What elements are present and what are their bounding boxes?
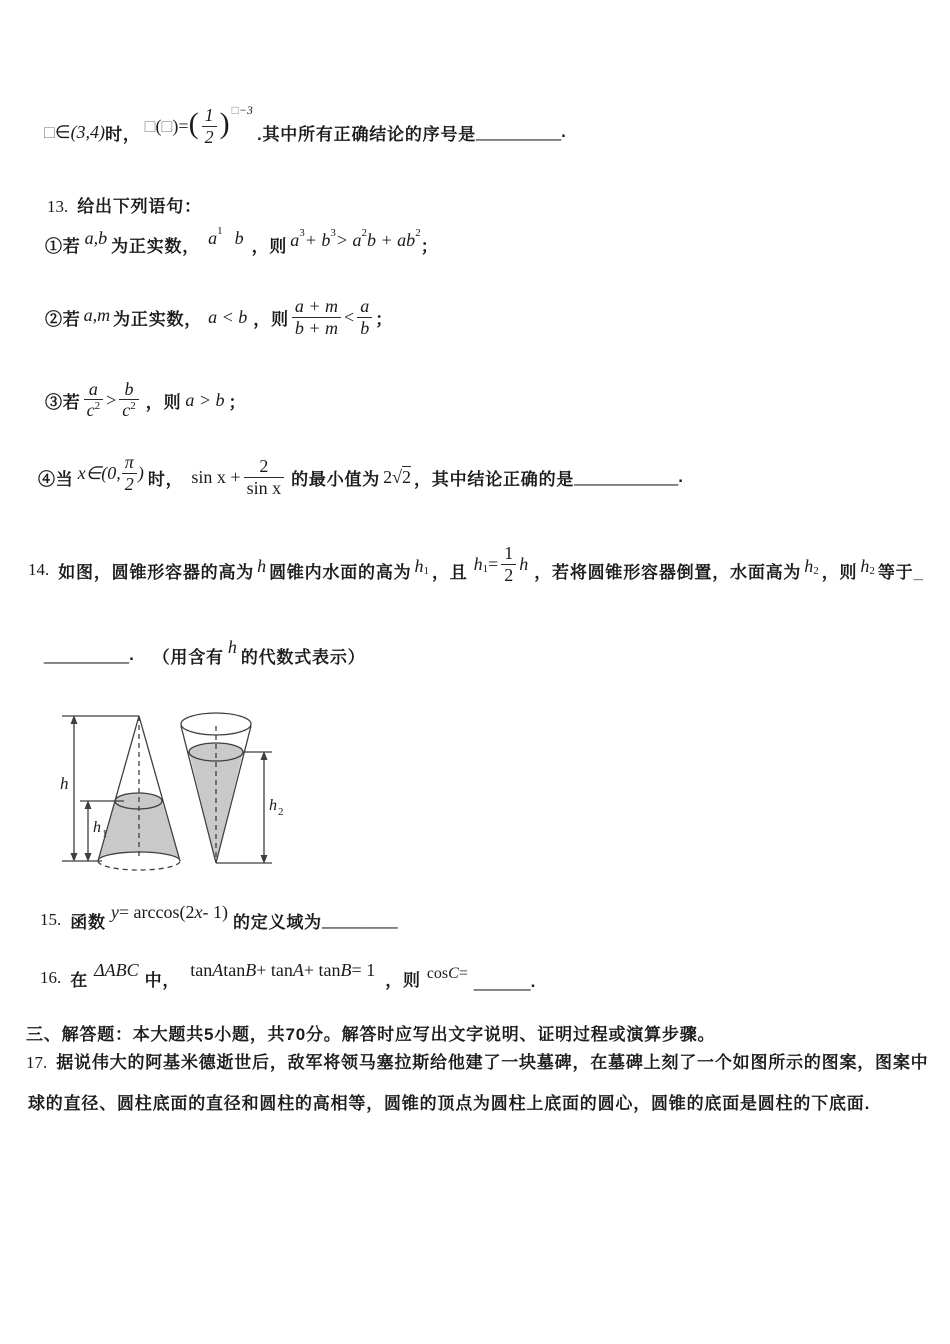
question-14-blank-line	[44, 636, 366, 670]
question-13-header	[47, 192, 202, 217]
section-3-header	[26, 1020, 715, 1045]
math-var-h2	[860, 556, 875, 577]
figure-label-h: h	[60, 774, 69, 793]
superscript: 3	[299, 227, 305, 239]
numerator: π	[124, 452, 134, 473]
subscript: 2	[869, 565, 875, 577]
numerator: a	[360, 296, 370, 317]
math-var: h	[414, 555, 424, 576]
inequality	[290, 227, 421, 251]
domain-condition	[78, 452, 144, 493]
numerator: a	[88, 378, 98, 399]
text: 中，	[144, 970, 181, 990]
text: 如图，圆锥形容器的高为	[58, 562, 255, 582]
element-of: ∈	[54, 121, 71, 142]
math-var: c	[122, 400, 131, 421]
text: 时，	[105, 124, 141, 144]
formula-arccos	[111, 902, 228, 923]
triangle-abc: ΔABC	[94, 959, 139, 980]
text: 为正实数，	[113, 309, 203, 329]
equals: =	[458, 965, 468, 982]
text: 的最小值为	[291, 469, 381, 489]
math-var: h	[804, 555, 814, 576]
text: 时，	[147, 469, 184, 489]
text: ③若	[45, 392, 81, 412]
period: .	[530, 972, 537, 991]
greater-than: >	[106, 389, 117, 410]
figure-label-h2-sub: 2	[278, 806, 284, 818]
fraction-one-half	[202, 105, 217, 146]
fraction	[84, 379, 104, 421]
exponent	[232, 103, 253, 118]
denominator	[84, 399, 104, 421]
text: ，则	[145, 392, 182, 412]
math-var: h	[860, 555, 870, 576]
placeholder-box: □	[231, 102, 239, 117]
formula-tan	[190, 960, 375, 981]
statement-3	[45, 376, 246, 424]
text: 的代数式表示）	[240, 647, 366, 667]
denominator: 2	[202, 126, 217, 147]
fraction-one-half	[501, 543, 516, 584]
numerator: a + m	[294, 296, 339, 317]
paren-big: )	[219, 107, 230, 140]
math: b + ab	[367, 229, 416, 250]
numerator: 1	[504, 543, 514, 564]
answer-blank: _________	[44, 645, 130, 664]
text: ，则	[251, 236, 288, 256]
denominator	[119, 399, 139, 421]
math: - 1)	[202, 901, 228, 922]
condition	[208, 225, 244, 249]
math-var: x	[194, 901, 203, 922]
answer-blank: ________	[321, 910, 398, 929]
math: = arccos(2	[118, 901, 195, 922]
question-number: 17.	[26, 1053, 48, 1072]
less-than: <	[344, 306, 355, 327]
math-vars: a,m	[83, 304, 111, 325]
numerator: 2	[259, 456, 269, 477]
formula-power	[144, 102, 253, 147]
text: ，则	[821, 562, 858, 582]
coefficient: 2	[383, 466, 393, 487]
math-var: C	[448, 965, 459, 982]
math: tan	[190, 959, 213, 980]
denominator: 2	[122, 473, 137, 494]
math: + b	[304, 229, 331, 250]
question-title: 给出下列语句：	[77, 197, 202, 216]
math: )	[137, 462, 144, 483]
superscript: 2	[94, 400, 101, 413]
superscript: 1	[217, 225, 223, 237]
math-var: B	[245, 959, 257, 980]
math-var: h	[519, 553, 529, 574]
math-var: B	[340, 959, 352, 980]
formula-h1-half-h	[474, 543, 529, 584]
math: + tan	[256, 959, 293, 980]
text: 据说伟大的阿基米德逝世后，敌军将领马塞拉斯给他建了一块墓碑，在墓碑上刻了一个如图所示的图案，图案中	[56, 1053, 929, 1072]
denominator: b + m	[292, 317, 341, 338]
fraction	[292, 296, 341, 337]
semicolon: ；	[228, 392, 247, 412]
numerator: b	[124, 378, 134, 399]
formula-cos	[427, 965, 468, 983]
math-var-h: h	[257, 555, 267, 576]
math: > a	[335, 229, 362, 250]
placeholder-box: □	[144, 115, 156, 136]
math-var: b	[234, 227, 244, 248]
text: 等于_	[877, 562, 924, 582]
text: ，且	[431, 562, 468, 582]
semicolon: ；	[375, 309, 393, 329]
paren: )	[172, 115, 179, 136]
math-var-h1	[414, 556, 429, 577]
superscript: 2	[415, 227, 421, 239]
paren: (	[155, 115, 162, 136]
statement-4	[38, 452, 684, 502]
denominator: 2	[501, 564, 516, 585]
math: x∈(0,	[77, 462, 121, 483]
text: ，则	[253, 309, 289, 329]
text: 在	[70, 970, 89, 990]
subscript: 1	[423, 565, 429, 577]
conclusion: a > b	[185, 389, 225, 410]
fraction	[357, 296, 372, 337]
statement-2	[45, 293, 393, 341]
math: = 1	[351, 959, 376, 980]
question-number: 15.	[40, 910, 62, 929]
fraction	[119, 379, 139, 421]
math-var: h	[473, 553, 483, 574]
placeholder-box: □	[44, 121, 55, 142]
equals: =	[488, 553, 499, 574]
question-17-line1	[26, 1048, 928, 1073]
radical-value	[383, 466, 411, 488]
section-title: 三、解答题：本大题共5小题，共70分。解答时应写出文字说明、证明过程或演算步骤。	[26, 1025, 716, 1044]
sin-term: sin x +	[191, 466, 241, 487]
superscript: 2	[361, 227, 368, 239]
answer-blank: ______	[473, 972, 531, 991]
math-var-h2	[804, 556, 819, 577]
equals: =	[178, 115, 189, 136]
math-var: A	[292, 959, 304, 980]
fraction-pi-over-2	[122, 452, 137, 493]
answer-blank: ___________	[574, 467, 679, 486]
paren-big: (	[188, 107, 199, 140]
text: ①若	[45, 236, 81, 256]
condition: a < b	[208, 306, 248, 327]
text: 函数	[70, 912, 106, 932]
right-cone	[181, 713, 272, 864]
subscript: 2	[813, 565, 819, 577]
radical-sign: √	[392, 466, 402, 487]
left-cone	[62, 715, 180, 870]
statement-1	[45, 225, 439, 259]
text: 球的直径、圆柱底面的直径和圆柱的高相等，圆锥的顶点为圆柱上底面的圆心，圆锥的底面是圆柱的下底面.	[28, 1094, 871, 1113]
figure-label-h1: h	[93, 819, 101, 836]
question-number: 16.	[40, 968, 62, 987]
math: cos	[426, 965, 449, 982]
text: ②若	[45, 309, 81, 329]
text: ，其中结论正确的是	[414, 469, 575, 489]
math: a	[290, 229, 300, 250]
question-17-line2	[28, 1089, 870, 1114]
math-var: y	[110, 901, 119, 922]
question-14	[28, 543, 924, 592]
fraction	[244, 456, 285, 497]
text: 为正实数，	[111, 236, 201, 256]
math-var: A	[212, 959, 224, 980]
text: ，若将圆锥形容器倒置，水面高为	[534, 562, 802, 582]
text: .其中所有正确结论的序号是	[256, 124, 477, 144]
question-16	[40, 958, 536, 998]
denominator: sin x	[244, 477, 285, 498]
superscript: 2	[130, 400, 136, 413]
question-15	[40, 900, 398, 940]
text: ④当	[38, 469, 74, 489]
text: 的定义域为	[232, 912, 322, 932]
text: ，则	[385, 970, 421, 990]
cones-figure	[50, 700, 350, 895]
exponent-text: −3	[238, 102, 253, 117]
period: .	[678, 467, 684, 486]
semicolon: ；	[420, 236, 439, 256]
radicand: 2	[402, 467, 411, 487]
subscript: 1	[482, 563, 489, 575]
question-12-tail	[44, 102, 567, 156]
answer-blank: _________	[476, 122, 562, 141]
figure-label-h1-sub: 1	[102, 828, 108, 840]
question-number: 14.	[28, 560, 50, 579]
math-var: a	[208, 227, 218, 248]
text: 圆锥内水面的高为	[269, 562, 412, 582]
period: .	[129, 645, 135, 664]
math: + tan	[303, 959, 341, 980]
text: （用含有	[152, 647, 224, 667]
question-number: 13.	[47, 197, 69, 216]
period: .	[561, 122, 567, 141]
math-var: c	[86, 400, 95, 421]
superscript: 3	[330, 227, 336, 239]
math: tan	[223, 959, 246, 980]
math-var-h: h	[227, 636, 237, 657]
placeholder-box: □	[161, 115, 173, 136]
figure-label-h2: h	[269, 797, 277, 814]
math-vars: a,b	[84, 227, 108, 248]
numerator: 1	[204, 105, 214, 126]
interval: (3,4)	[70, 121, 106, 142]
denominator: b	[357, 317, 372, 338]
